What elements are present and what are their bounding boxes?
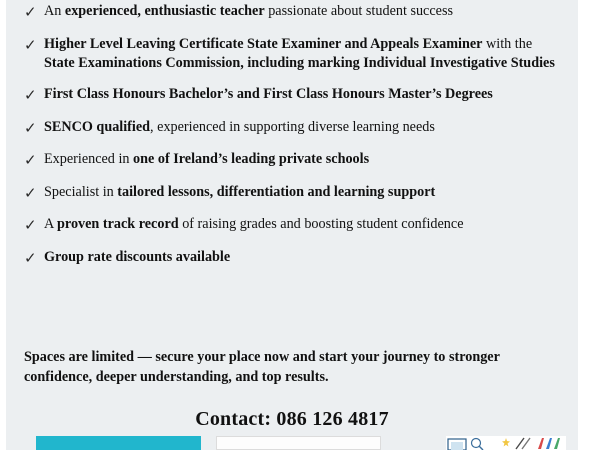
list-item (24, 85, 564, 105)
list-item-lead: An (44, 3, 65, 19)
list-item-bold: First Class Honours Bachelor’s and First Class Honours Master’s Degrees (44, 86, 493, 102)
stationery-icon-group (446, 436, 566, 450)
check-icon: ✓ (24, 118, 37, 137)
list-item (24, 150, 564, 170)
check-icon: ✓ (24, 35, 37, 54)
contact-line: Contact: 086 126 4817 (195, 408, 389, 430)
footer-logos (36, 436, 566, 450)
list-item-lead: A (44, 216, 58, 232)
check-icon: ✓ (24, 183, 37, 202)
stationery-icons (446, 436, 566, 450)
check-icon: ✓ (24, 151, 37, 169)
list-item-bold: experienced, enthusiastic teacher (64, 3, 265, 19)
list-item (24, 118, 564, 138)
list-item-lead: Specialist in (44, 183, 118, 200)
right-margin (578, 0, 600, 450)
list-item-text (44, 85, 564, 104)
list-item-text (44, 35, 564, 73)
list-item-bold: tailored lessons, differentiation and learning support (117, 183, 436, 200)
list-item-bold-2: State Examinations Commission, including marking Individual Investigative Studies (44, 54, 555, 71)
check-icon: ✓ (24, 216, 37, 234)
list-item-text (44, 248, 564, 267)
list-item-tail: , experienced in supporting diverse learning needs (150, 118, 435, 135)
list-item-text (44, 150, 564, 169)
check-icon: ✓ (24, 86, 37, 104)
list-item-text (44, 2, 564, 21)
list-item-text (44, 183, 564, 202)
closing-paragraph: Spaces are limited — secure your place now and start your journey to stronger confidence, deeper understanding, and top results. (24, 349, 500, 385)
list-item-bold: SENCO qualified (44, 118, 151, 135)
check-icon: ✓ (24, 248, 37, 267)
check-icon: ✓ (24, 3, 37, 21)
advert-card (6, 0, 578, 450)
logo-teal-banner (36, 436, 201, 450)
list-item-text (44, 215, 564, 234)
list-item-bold: one of Ireland’s leading private schools (133, 151, 370, 167)
list-item-text (44, 118, 564, 137)
list-item (24, 215, 564, 235)
list-item-tail: passionate about student success (264, 3, 453, 19)
benefits-list (24, 2, 564, 280)
list-item (24, 35, 564, 73)
list-item-bold: Higher Level Leaving Certificate State Examiner and Appeals Examiner (44, 35, 483, 52)
list-item (24, 2, 564, 22)
logo-white-banner (216, 436, 381, 450)
list-item-bold: proven track record (57, 216, 179, 232)
list-item-lead: Experienced in (44, 151, 134, 167)
list-item-bold: Group rate discounts available (44, 248, 231, 265)
list-item (24, 183, 564, 203)
list-item-tail: with the (482, 35, 533, 52)
list-item-tail: of raising grades and boosting student confidence (178, 216, 464, 232)
list-item (24, 248, 564, 268)
